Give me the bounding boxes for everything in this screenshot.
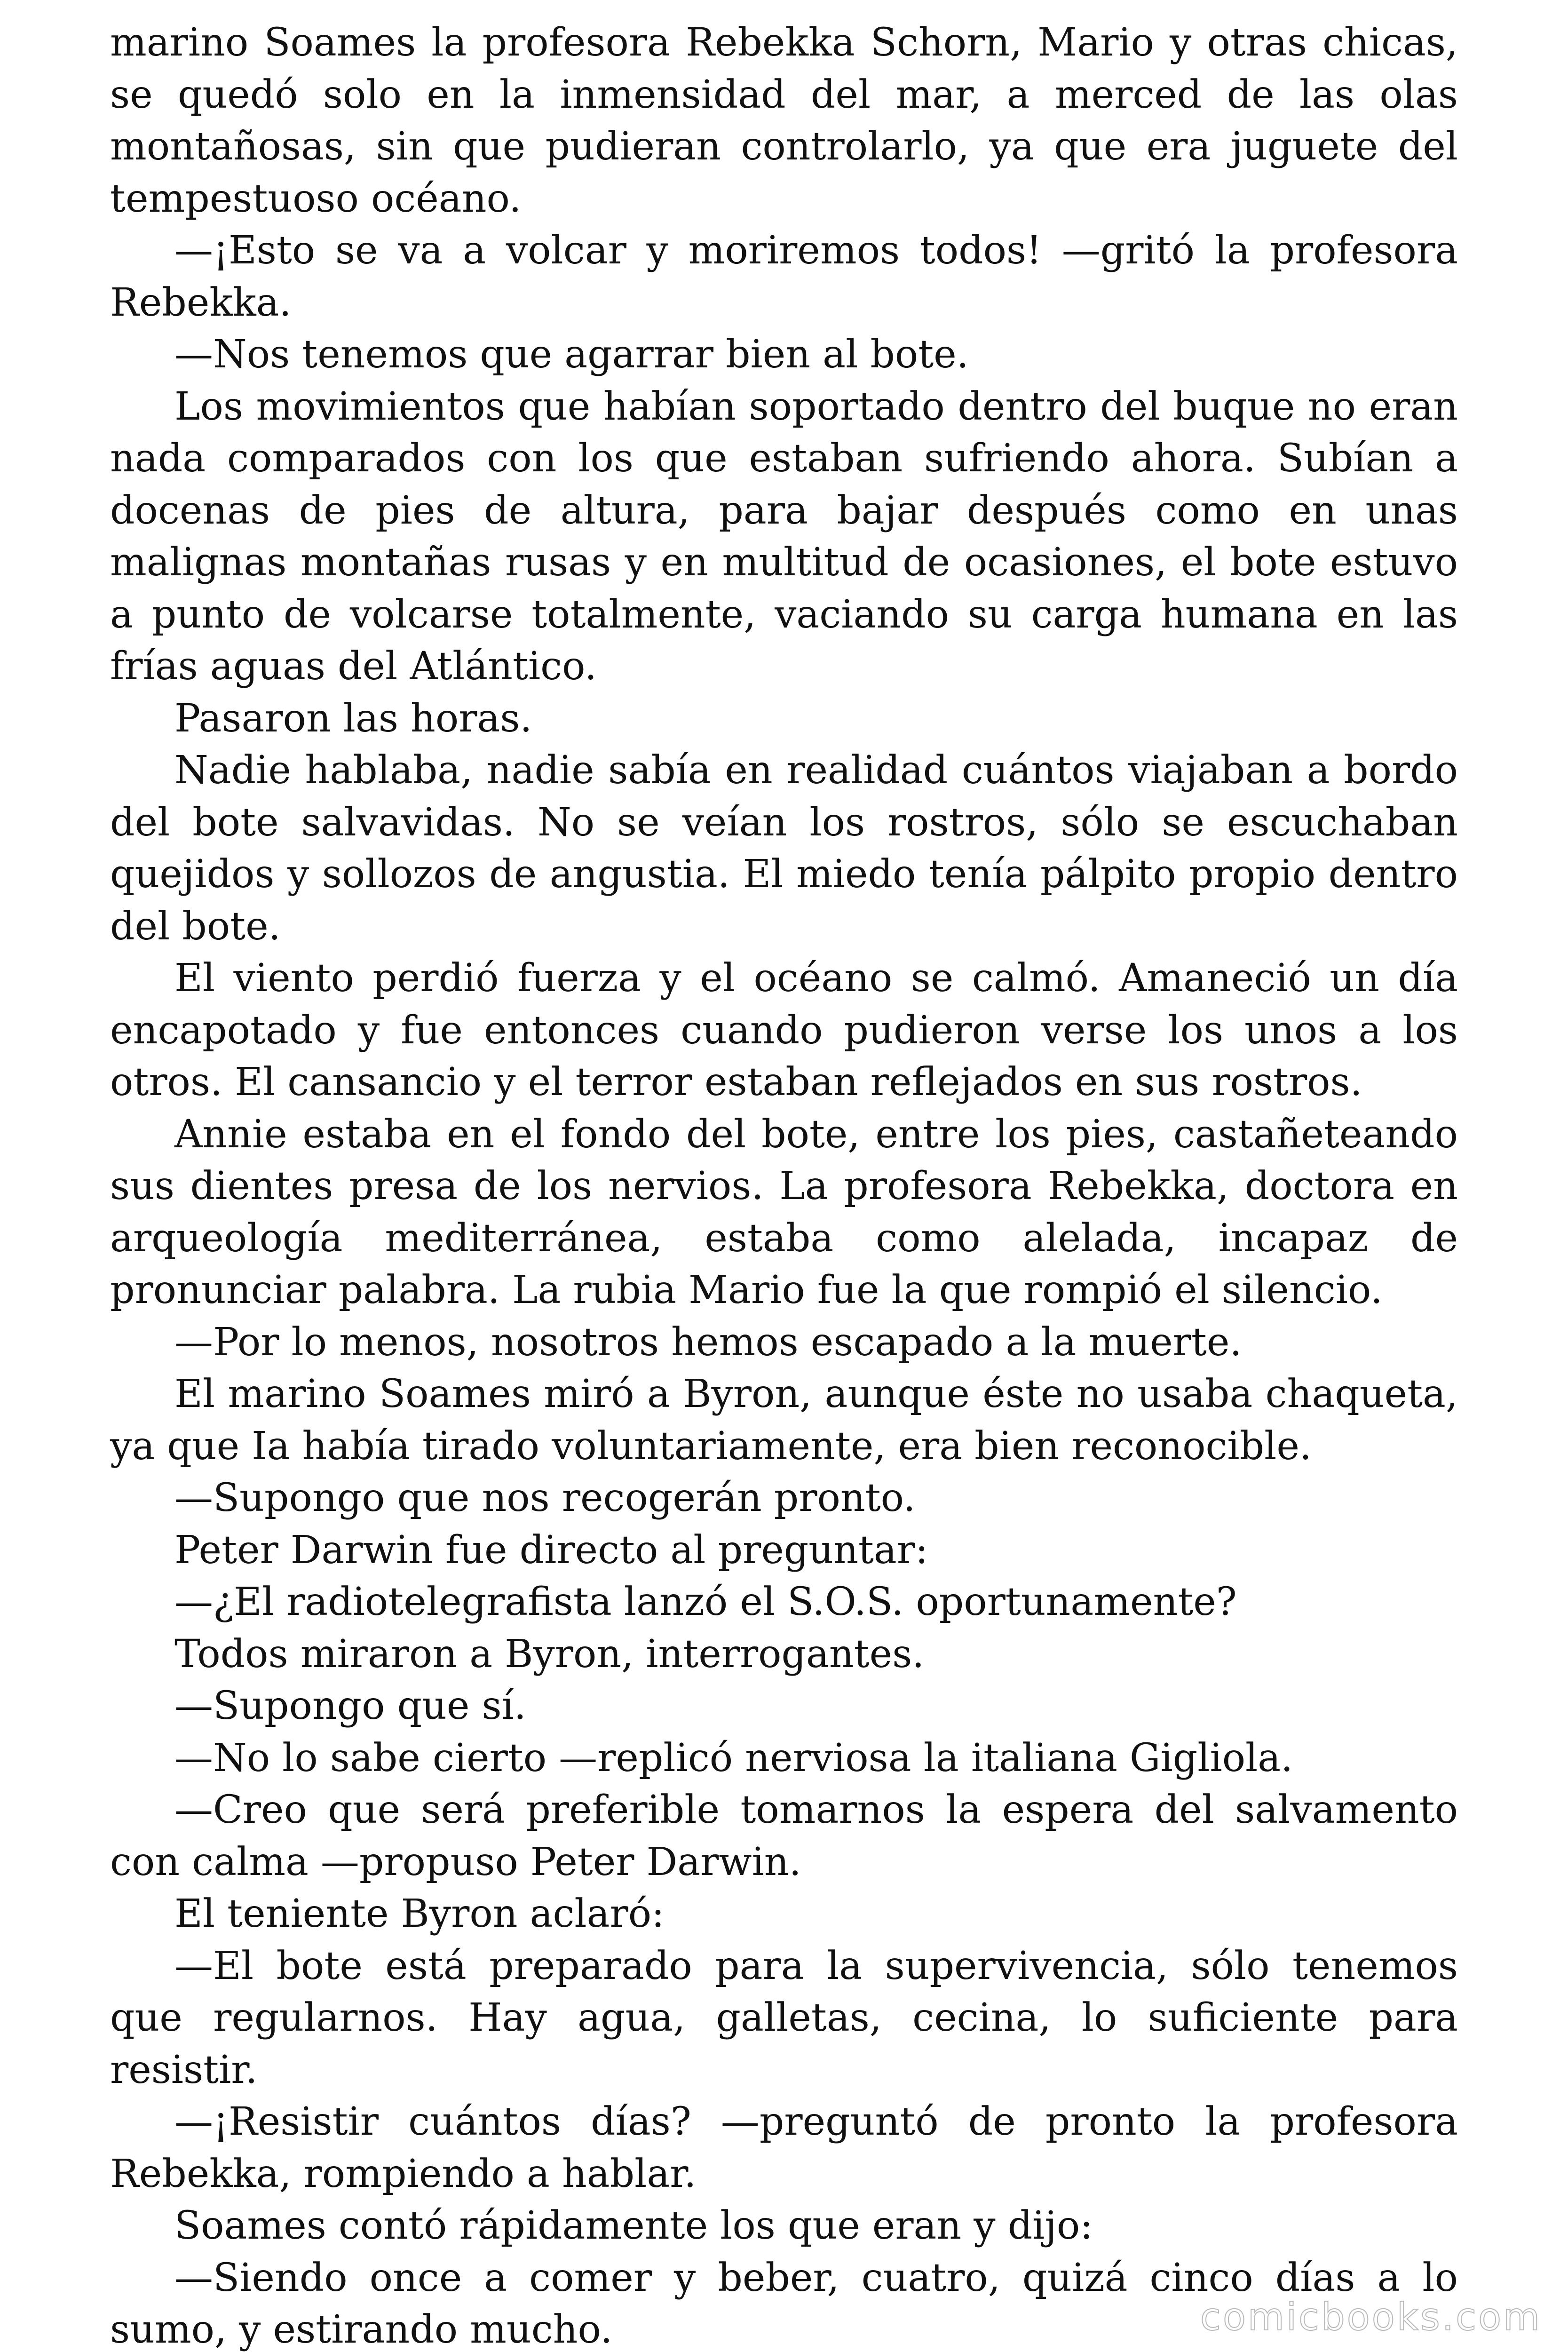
watermark: comicbooks.com (1200, 2295, 1542, 2339)
paragraph: Todos miraron a Byron, interrogantes. (174, 1631, 925, 1677)
paragraph: El viento perdió fuerza y el océano se calmó. Amaneció un día encapotado y fue entonces cuando pudieron verse los unos a los otros. El cansancio y el terror estaban reflejados en sus rostros. (110, 956, 1458, 1104)
paragraph: —Por lo menos, nosotros hemos escapado a la muerte. (174, 1319, 1242, 1365)
paragraph: Peter Darwin fue directo al preguntar: (174, 1527, 928, 1573)
paragraph: Pasaron las horas. (174, 696, 532, 741)
paragraph: Nadie hablaba, nadie sabía en realidad cuántos viajaban a bordo del bote salvavidas. No se veían los rostros, sólo se escuchaban quejidos y sollozos de angustia. El miedo tenía pálpito propio dentro del bote. (110, 748, 1458, 949)
paragraph: marino Soames la profesora Rebekka Schorn, Mario y otras chicas, se quedó solo en la inmensidad del mar, a merced de las olas montañosas, sin que pudieran controlarlo, ya que era juguete del tempestuoso océano. (110, 20, 1458, 221)
paragraph: —Creo que será preferible tomarnos la espera del salvamento con calma —propuso Peter Darwin. (110, 1788, 1458, 1884)
page-text (110, 17, 1458, 2352)
paragraph: —¡Esto se va a volcar y moriremos todos! —gritó la profesora Rebekka. (110, 228, 1458, 325)
paragraph: El marino Soames miró a Byron, aunque éste no usaba chaqueta, ya que Ia había tirado voluntariamente, era bien reconocible. (110, 1372, 1458, 1469)
paragraph: Los movimientos que habían soportado dentro del buque no eran nada comparados con los que estaban sufriendo ahora. Subían a docenas de pies de altura, para bajar después como en unas malignas montañas rusas y en multitud de ocasiones, el bote estuvo a punto de volcarse totalmente, vaciando su carga humana en las frías aguas del Atlántico. (110, 384, 1458, 689)
paragraph: Soames contó rápidamente los que eran y dijo: (174, 2203, 1093, 2248)
paragraph: El teniente Byron aclaró: (174, 1891, 665, 1936)
paragraph: Annie estaba en el fondo del bote, entre los pies, castañeteando sus dientes presa de los nervios. La profesora Rebekka, doctora en arqueología mediterránea, estaba como alelada, incapaz de pronunciar palabra. La rubia Mario fue la que rompió el silencio. (110, 1112, 1458, 1312)
paragraph: —Siendo once a comer y beber, cuatro, quizá cinco días a lo sumo, y estirando mucho. (110, 2255, 1458, 2352)
paragraph: —¡Resistir cuántos días? —preguntó de pronto la profesora Rebekka, rompiendo a hablar. (110, 2099, 1458, 2196)
paragraph: —El bote está preparado para la supervivencia, sólo tenemos que regularnos. Hay agua, galletas, cecina, lo suficiente para resistir. (110, 1943, 1458, 2092)
paragraph: —Nos tenemos que agarrar bien al bote. (174, 332, 969, 377)
paragraph: —¿El radiotelegrafista lanzó el S.O.S. oportunamente? (174, 1580, 1237, 1624)
paragraph: —Supongo que nos recogerán pronto. (174, 1476, 916, 1520)
paragraph: —Supongo que sí. (174, 1684, 526, 1728)
paragraph: —No lo sabe cierto —replicó nerviosa la italiana Gigliola. (174, 1735, 1293, 1780)
